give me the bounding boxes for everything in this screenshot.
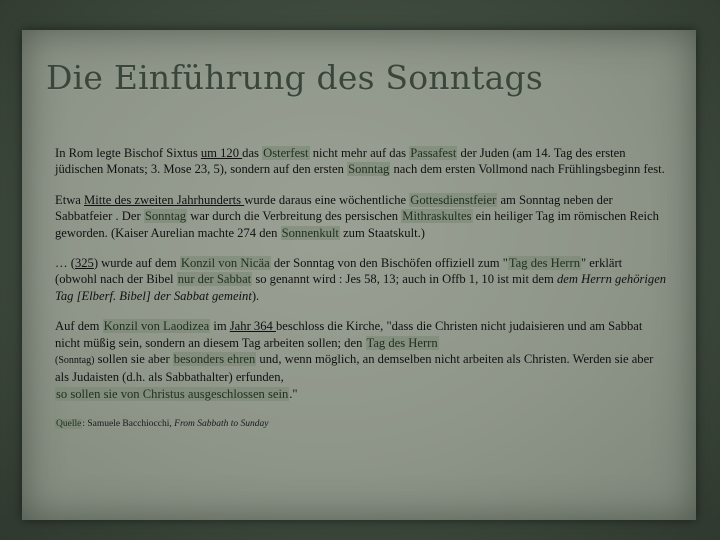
- keyword-sonntag: Sonntag: [348, 162, 390, 177]
- text: und, wenn möglich, an demselben nicht arbeiten als Christen. Werden sie aber als Judaisten (d.h. als Sabbathalter) erfunden,: [55, 352, 654, 385]
- source-author: : Samuele Bacchiocchi,: [82, 419, 175, 430]
- keyword-tag-des-herrn: Tag des Herrn: [366, 335, 438, 350]
- text: In Rom legte Bischof Sixtus: [55, 146, 201, 160]
- text: Etwa: [55, 192, 85, 207]
- text: der Juden (am 14. Tag des ersten jüdischen Monats; 3. Mose 23, 5), sondern auf den ersten: [55, 146, 626, 177]
- keyword-sonntag: Sonntag: [144, 209, 187, 224]
- text: nach dem ersten Vollmond nach Frühlingsbeginn fest.: [390, 162, 665, 177]
- keyword-osterfest: Osterfest: [263, 146, 309, 160]
- text: am Sonntag neben der Sabbatfeier . Der: [55, 192, 613, 224]
- source-work: From Sabbath to Sunday: [174, 419, 269, 430]
- text: der Sonntag von den Bischöfen offiziell zum ": [270, 256, 508, 271]
- keyword-gottesdienstfeier: Gottesdienstfeier: [410, 192, 497, 207]
- keyword-nur-der-sabbat: nur der Sabbat: [177, 272, 252, 287]
- text: war durch die Verbreitung des persischen: [187, 209, 402, 224]
- text: ) wurde auf dem: [93, 256, 180, 271]
- page-title: Die Einführung des Sonntags: [46, 58, 543, 97]
- text: im: [210, 319, 230, 334]
- text: so genannt wird : Jes 58, 13; auch in Offb 1, 10 ist mit dem: [252, 272, 557, 287]
- keyword-passafest: Passafest: [410, 146, 457, 160]
- text-underlined: 325: [74, 256, 94, 271]
- text: beschloss die Kirche, "dass die Christen nicht judaisieren und am Sabbat nicht müßig sein, sondern an diesem Tag arbeiten sollen; den: [55, 319, 643, 350]
- paragraph-1: [55, 145, 667, 178]
- text-underlined: Jahr 364: [229, 319, 276, 334]
- text-underlined: um 120: [200, 146, 243, 160]
- text: das: [242, 146, 263, 160]
- keyword-mithraskultes: Mithraskultes: [402, 209, 472, 224]
- text: nicht mehr auf das: [309, 146, 410, 160]
- text-italic: dem Herrn gehörigen Tag [Elberf. Bibel] der Sabbat gemeint: [55, 272, 667, 303]
- source-citation: [55, 416, 667, 432]
- keyword-ausgeschlossen: so sollen sie von Christus ausgeschlossen sein: [56, 386, 289, 401]
- source-label: Quelle: [56, 419, 82, 430]
- keyword-besonders-ehren: besonders ehren: [173, 352, 256, 367]
- paragraph-3: [55, 255, 667, 304]
- text: sollen sie aber: [94, 352, 173, 367]
- text: ein heiliger Tag im römischen Reich geworden. (Kaiser Aurelian machte 274 den: [55, 209, 659, 240]
- keyword-konzil-nicaea: Konzil von Nicäa: [180, 256, 270, 271]
- keyword-tag-des-herrn: Tag des Herrn: [508, 256, 580, 271]
- text: wurde daraus eine wöchentliche: [244, 192, 410, 207]
- text-small: (Sonntag): [55, 355, 95, 367]
- text: Auf dem: [55, 319, 103, 334]
- paragraph-2: [55, 192, 667, 241]
- keyword-konzil-laodizea: Konzil von Laodizea: [103, 319, 210, 334]
- text: … (: [55, 256, 75, 271]
- slide-body: [55, 145, 667, 433]
- text-underlined: Mitte des zweiten Jahrhunderts: [84, 192, 245, 207]
- text: zum Staatskult.): [339, 225, 425, 240]
- keyword-sonnenkult: Sonnenkult: [281, 225, 339, 240]
- text: ).: [251, 288, 260, 303]
- text: " erklärt (obwohl nach der Bibel: [55, 256, 623, 287]
- paragraph-4: [55, 318, 667, 402]
- text: .": [289, 386, 298, 401]
